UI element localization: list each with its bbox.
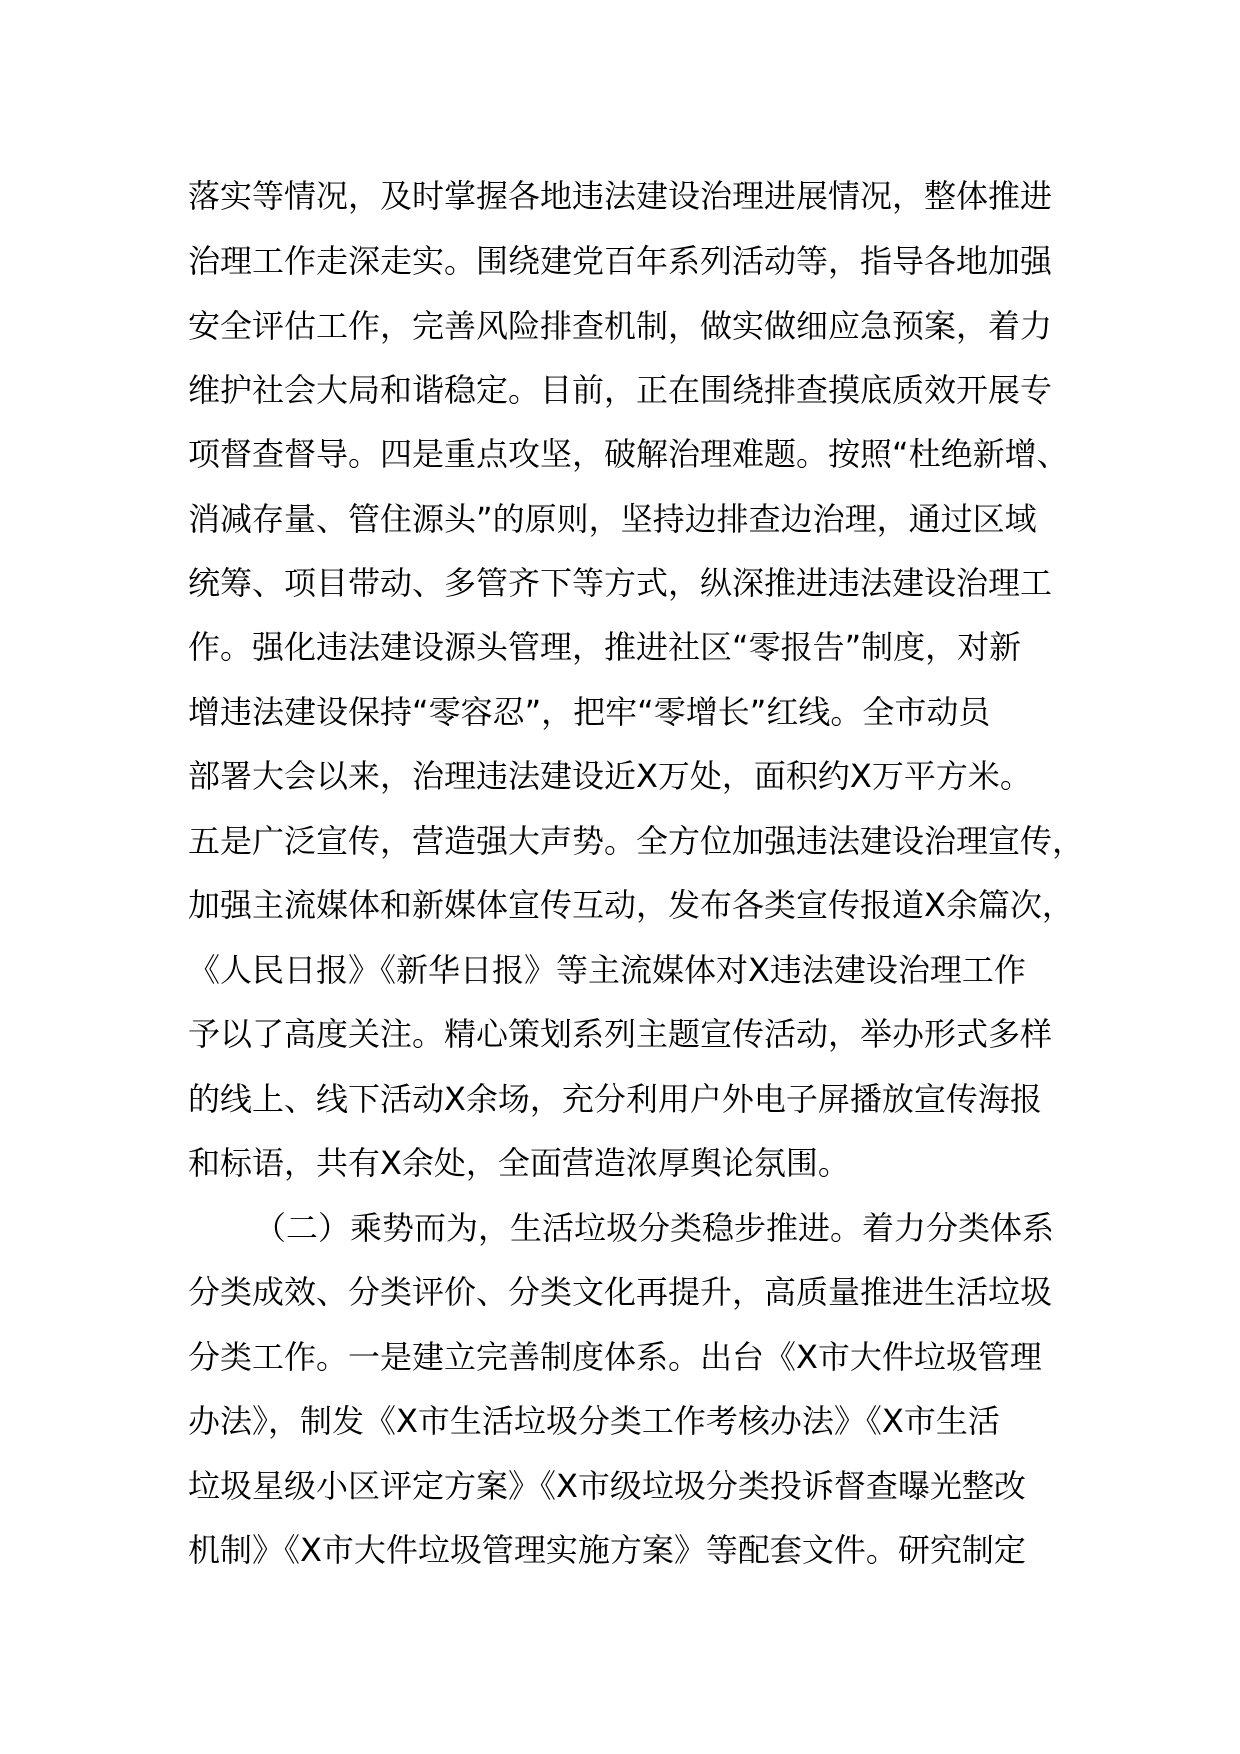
section-heading-line: （二）乘势而为，生活垃圾分类稳步推进。着力分类体系 [254,1209,1055,1247]
body-text-line: 分类成效、分类评价、分类文化再提升，高质量推进生活垃圾 [188,1273,1053,1311]
body-text-line: 落实等情况，及时掌握各地违法建设治理进展情况，整体推进 [188,177,1053,215]
body-text-line: 五是广泛宣传，营造强大声势。全方位加强违法建设治理宣传， [188,822,1085,860]
body-text-line: 《人民日报》《新华日报》等主流媒体对X违法建设治理工作 [188,951,1026,989]
body-text-line: 予以了高度关注。精心策划系列主题宣传活动，举办形式多样 [188,1015,1053,1053]
body-text-line: 部署大会以来，治理违法建设近X万处，面积约X万平方米。 [188,757,1032,795]
body-text-line: 消减存量、管住源头”的原则，坚持边排查边治理，通过区域 [188,500,1037,538]
body-text-line: 机制》《X市大件垃圾管理实施方案》等配套文件。研究制定 [188,1531,1026,1569]
body-text-line: 的线上、线下活动X余场，充分利用户外电子屏播放宣传海报 [188,1080,1042,1118]
body-text-line: 和标语，共有X余处，全面营造浓厚舆论氛围。 [188,1144,850,1182]
body-text-line: 治理工作走深走实。围绕建党百年系列活动等，指导各地加强 [188,242,1053,280]
body-text-line: 安全评估工作，完善风险排查机制，做实做细应急预案，着力 [188,307,1053,345]
body-text-line: 统筹、项目带动、多管齐下等方式，纵深推进违法建设治理工 [188,564,1053,602]
body-text-line: 办法》，制发《X市生活垃圾分类工作考核办法》《X市生活 [188,1402,1000,1440]
body-text-line: 项督查督导。四是重点攻坚，破解治理难题。按照“杜绝新增、 [188,435,1069,473]
body-text-line: 加强主流媒体和新媒体宣传互动，发布各类宣传报道X余篇次， [188,886,1074,924]
body-text-line: 分类工作。一是建立完善制度体系。出台《X市大件垃圾管理 [188,1338,1042,1376]
body-text-line: 垃圾星级小区评定方案》《X市级垃圾分类投诉督查曝光整改 [188,1467,1026,1505]
body-text-line: 维护社会大局和谐稳定。目前，正在围绕排查摸底质效开展专 [188,371,1053,409]
body-text-line: 作。强化违法建设源头管理，推进社区“零报告”制度，对新 [188,628,1022,666]
body-text-line: 增违法建设保持“零容忍”，把牢“零增长”红线。全市动员 [188,693,991,731]
